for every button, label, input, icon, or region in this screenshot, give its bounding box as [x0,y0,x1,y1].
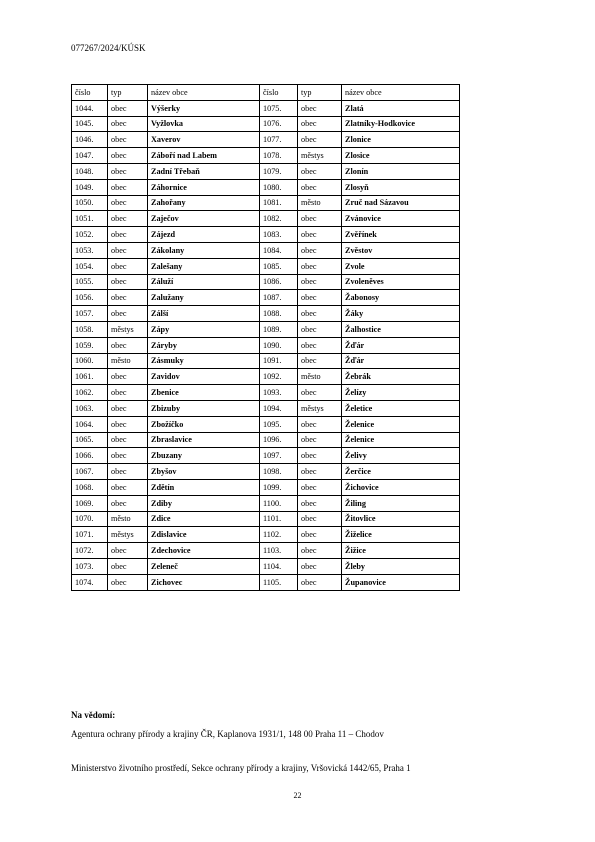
cell-name: Zbožíčko [148,416,260,432]
cell-type: obec [298,290,342,306]
cell-name: Zájezd [148,227,260,243]
cell-type: městys [108,527,148,543]
cell-type: obec [298,227,342,243]
table-row [72,400,460,416]
cell-name: Zahořany [148,195,260,211]
table-row [72,274,460,290]
cell-name: Žáky [342,306,460,322]
cell-name: Žalhostice [342,321,460,337]
cell-type: obec [108,242,148,258]
table-row [72,116,460,132]
cell-type: obec [298,274,342,290]
cell-name: Zvánovice [342,211,460,227]
cell-name: Zdechovice [148,543,260,559]
cell-name: Zichovec [148,574,260,590]
cell-type: obec [298,448,342,464]
table-row [72,416,460,432]
cell-type: obec [298,132,342,148]
cell-type: městys [108,321,148,337]
cell-number: 1081. [260,195,298,211]
table-row [72,290,460,306]
cell-number: 1047. [72,148,108,164]
cell-name: Zlosyň [342,179,460,195]
table-row [72,464,460,480]
table-row [72,148,460,164]
cell-number: 1057. [72,306,108,322]
cell-name: Zalešany [148,258,260,274]
cell-number: 1087. [260,290,298,306]
cell-number: 1091. [260,353,298,369]
cell-name: Zdiby [148,495,260,511]
cell-number: 1073. [72,558,108,574]
cell-name: Záryby [148,337,260,353]
cell-number: 1088. [260,306,298,322]
cell-type: obec [298,179,342,195]
cell-name: Záboří nad Labem [148,148,260,164]
cell-number: 1103. [260,543,298,559]
cell-name: Želetice [342,400,460,416]
cell-number: 1066. [72,448,108,464]
cell-name: Zavidov [148,369,260,385]
cell-number: 1094. [260,400,298,416]
cell-number: 1097. [260,448,298,464]
cell-name: Záluží [148,274,260,290]
cell-number: 1079. [260,163,298,179]
cell-number: 1085. [260,258,298,274]
cell-type: město [108,511,148,527]
column-header-number: číslo [260,85,298,101]
cell-number: 1051. [72,211,108,227]
cell-name: Žabonosy [342,290,460,306]
cell-type: obec [108,558,148,574]
cell-name: Zálší [148,306,260,322]
column-header-type: typ [108,85,148,101]
cell-number: 1095. [260,416,298,432]
cell-number: 1046. [72,132,108,148]
cell-number: 1065. [72,432,108,448]
cell-type: obec [108,464,148,480]
cell-number: 1080. [260,179,298,195]
cell-number: 1090. [260,337,298,353]
table-header-row [72,85,460,101]
cell-type: obec [298,416,342,432]
table-row [72,432,460,448]
table-body [72,100,460,590]
cell-number: 1100. [260,495,298,511]
cell-name: Zadní Třebaň [148,163,260,179]
cell-name: Zápy [148,321,260,337]
table-row [72,543,460,559]
cell-number: 1074. [72,574,108,590]
cell-number: 1093. [260,385,298,401]
cell-type: obec [108,337,148,353]
cell-type: město [298,195,342,211]
cell-name: Želivy [342,448,460,464]
table-row [72,385,460,401]
cell-name: Želenice [342,416,460,432]
cell-type: obec [298,306,342,322]
cell-type: obec [108,416,148,432]
cell-number: 1052. [72,227,108,243]
recipient-line: Agentura ochrany přírody a krajiny ČR, Kaplanova 1931/1, 148 00 Praha 11 – Chodov [71,729,384,739]
cell-number: 1104. [260,558,298,574]
column-header-type: typ [298,85,342,101]
cell-number: 1055. [72,274,108,290]
cell-number: 1053. [72,242,108,258]
cell-type: město [108,353,148,369]
cell-type: obec [108,479,148,495]
cell-name: Žiželice [342,527,460,543]
cell-type: obec [298,337,342,353]
cell-name: Zeleneč [148,558,260,574]
cell-name: Žleby [342,558,460,574]
cell-name: Žerčice [342,464,460,480]
cell-type: obec [108,227,148,243]
table-row [72,527,460,543]
notice-label: Na vědomí: [71,710,116,720]
cell-name: Výšerky [148,100,260,116]
table-row [72,100,460,116]
cell-type: obec [298,464,342,480]
table-row [72,353,460,369]
cell-number: 1082. [260,211,298,227]
table-row [72,163,460,179]
cell-type: obec [108,448,148,464]
cell-type: městys [298,400,342,416]
cell-number: 1058. [72,321,108,337]
cell-type: obec [298,527,342,543]
cell-number: 1083. [260,227,298,243]
cell-name: Zlonín [342,163,460,179]
cell-name: Zlosice [342,148,460,164]
cell-type: obec [108,495,148,511]
cell-type: obec [298,163,342,179]
table-row [72,479,460,495]
cell-number: 1072. [72,543,108,559]
cell-number: 1056. [72,290,108,306]
cell-type: obec [108,211,148,227]
cell-type: obec [108,100,148,116]
cell-type: obec [298,495,342,511]
cell-name: Županovice [342,574,460,590]
cell-type: obec [108,163,148,179]
cell-number: 1086. [260,274,298,290]
cell-type: obec [108,574,148,590]
recipient-line: Ministerstvo životního prostředí, Sekce ochrany přírody a krajiny, Vršovická 1442/65, Praha 1 [71,763,411,773]
cell-type: obec [108,306,148,322]
cell-type: obec [108,116,148,132]
cell-number: 1048. [72,163,108,179]
table-row [72,227,460,243]
column-header-name: název obce [342,85,460,101]
cell-type: obec [298,574,342,590]
cell-type: obec [298,558,342,574]
cell-number: 1071. [72,527,108,543]
cell-name: Želenice [342,432,460,448]
cell-number: 1045. [72,116,108,132]
cell-name: Zdice [148,511,260,527]
table-row [72,195,460,211]
document-reference: 077267/2024/KÚSK [71,43,146,53]
cell-name: Žitovlice [342,511,460,527]
cell-number: 1059. [72,337,108,353]
cell-name: Žebrák [342,369,460,385]
cell-name: Zbenice [148,385,260,401]
cell-number: 1068. [72,479,108,495]
table-row [72,321,460,337]
cell-type: obec [298,321,342,337]
cell-name: Žďár [342,337,460,353]
cell-name: Zruč nad Sázavou [342,195,460,211]
cell-number: 1070. [72,511,108,527]
cell-type: obec [108,132,148,148]
cell-name: Vyžlovka [148,116,260,132]
cell-type: obec [108,290,148,306]
cell-type: obec [108,179,148,195]
cell-type: obec [108,385,148,401]
cell-number: 1062. [72,385,108,401]
cell-name: Zlatá [342,100,460,116]
cell-type: obec [298,116,342,132]
cell-name: Žižice [342,543,460,559]
cell-type: obec [108,400,148,416]
cell-name: Žďár [342,353,460,369]
cell-type: obec [298,100,342,116]
table-row [72,132,460,148]
table-row [72,242,460,258]
cell-number: 1063. [72,400,108,416]
cell-number: 1044. [72,100,108,116]
cell-number: 1050. [72,195,108,211]
table-row [72,558,460,574]
cell-name: Zásmuky [148,353,260,369]
cell-type: obec [298,511,342,527]
cell-name: Zvole [342,258,460,274]
cell-number: 1084. [260,242,298,258]
cell-name: Zbraslavice [148,432,260,448]
cell-name: Zdětín [148,479,260,495]
cell-name: Zbuzany [148,448,260,464]
cell-name: Zlatníky-Hodkovice [342,116,460,132]
page-number: 22 [293,791,302,800]
table-row [72,448,460,464]
cell-name: Zvěřínek [342,227,460,243]
table-row [72,337,460,353]
cell-name: Zdislavice [148,527,260,543]
cell-number: 1049. [72,179,108,195]
table-row [72,574,460,590]
cell-type: městys [298,148,342,164]
column-header-number: číslo [72,85,108,101]
table-row [72,369,460,385]
table-row [72,306,460,322]
cell-type: obec [108,195,148,211]
cell-name: Zaječov [148,211,260,227]
cell-type: obec [108,543,148,559]
cell-type: obec [108,258,148,274]
cell-name: Záhornice [148,179,260,195]
cell-name: Žiling [342,495,460,511]
cell-type: město [298,369,342,385]
cell-name: Zbizuby [148,400,260,416]
cell-number: 1105. [260,574,298,590]
cell-number: 1099. [260,479,298,495]
municipality-table [71,84,460,591]
cell-number: 1101. [260,511,298,527]
cell-type: obec [298,258,342,274]
cell-number: 1054. [72,258,108,274]
cell-type: obec [108,369,148,385]
cell-type: obec [108,148,148,164]
cell-name: Žichovice [342,479,460,495]
cell-name: Zbyšov [148,464,260,480]
table-row [72,511,460,527]
cell-type: obec [298,353,342,369]
cell-name: Zvěstov [342,242,460,258]
cell-type: obec [298,211,342,227]
cell-number: 1092. [260,369,298,385]
cell-name: Zvoleněves [342,274,460,290]
cell-name: Zákolany [148,242,260,258]
cell-number: 1098. [260,464,298,480]
cell-name: Xaverov [148,132,260,148]
cell-type: obec [298,385,342,401]
cell-number: 1064. [72,416,108,432]
cell-number: 1076. [260,116,298,132]
cell-type: obec [298,479,342,495]
cell-number: 1089. [260,321,298,337]
table-row [72,179,460,195]
table-row [72,258,460,274]
cell-number: 1069. [72,495,108,511]
cell-number: 1096. [260,432,298,448]
table-row [72,495,460,511]
cell-number: 1078. [260,148,298,164]
cell-number: 1067. [72,464,108,480]
cell-number: 1075. [260,100,298,116]
cell-number: 1060. [72,353,108,369]
cell-type: obec [108,274,148,290]
cell-number: 1102. [260,527,298,543]
cell-name: Zalužany [148,290,260,306]
cell-type: obec [298,242,342,258]
cell-number: 1077. [260,132,298,148]
cell-type: obec [108,432,148,448]
cell-number: 1061. [72,369,108,385]
table-row [72,211,460,227]
cell-type: obec [298,432,342,448]
column-header-name: název obce [148,85,260,101]
cell-name: Zlonice [342,132,460,148]
cell-type: obec [298,543,342,559]
cell-name: Želízy [342,385,460,401]
